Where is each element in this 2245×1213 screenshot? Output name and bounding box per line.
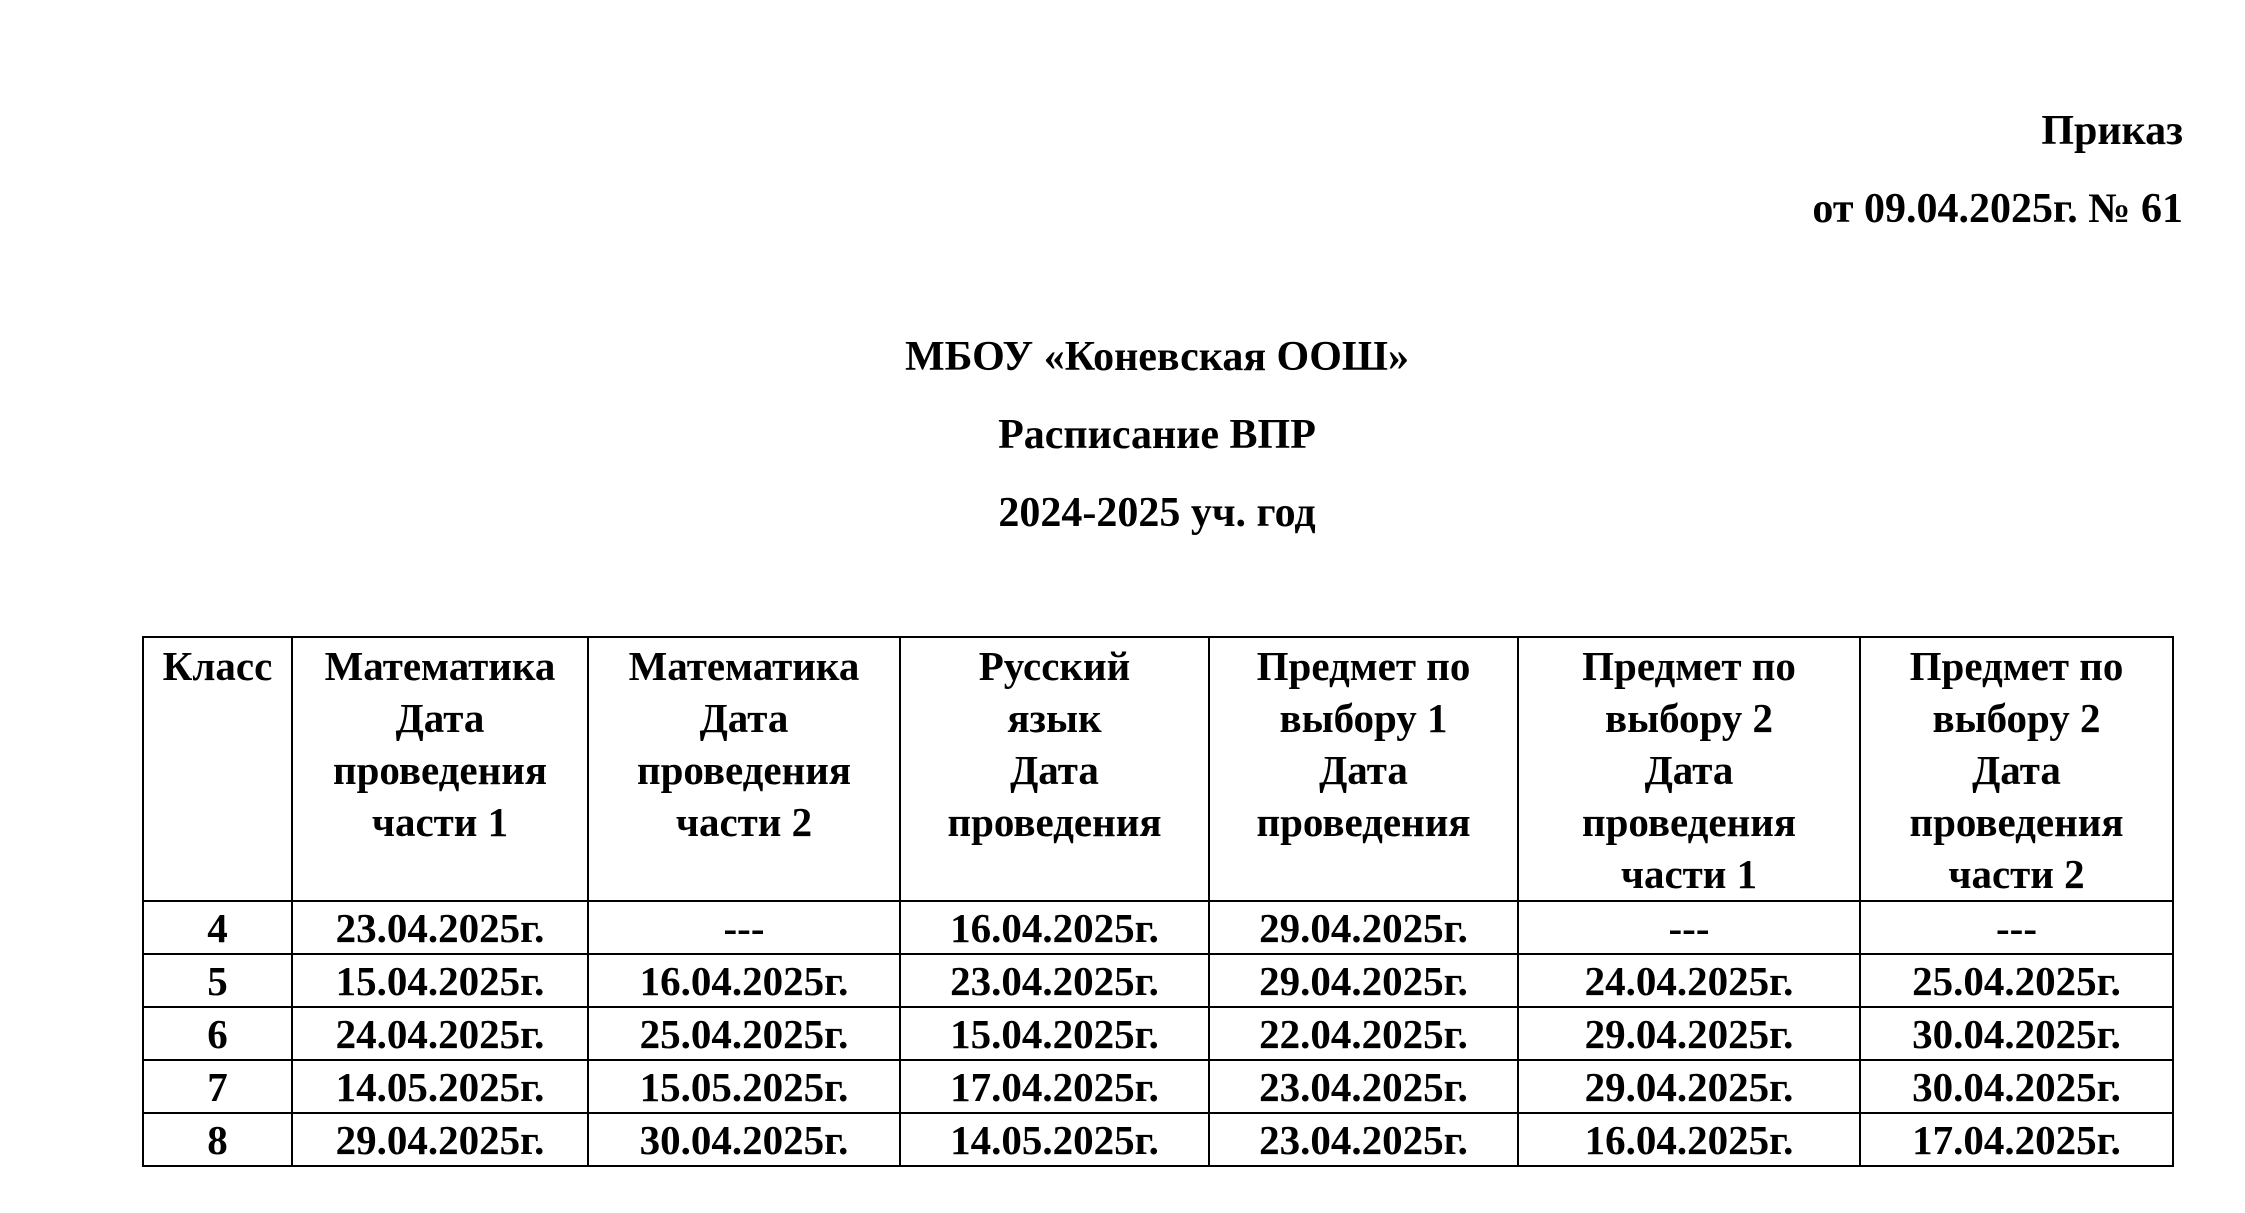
table-cell: --- — [1518, 901, 1860, 954]
schedule-table — [142, 636, 2174, 1167]
table-cell: 29.04.2025г. — [292, 1113, 588, 1166]
table-cell: 16.04.2025г. — [1518, 1113, 1860, 1166]
table-cell: 5 — [143, 954, 292, 1007]
table-cell: 29.04.2025г. — [1518, 1060, 1860, 1113]
order-header — [1812, 92, 2183, 248]
column-header-elective1: Предмет по выбору 1 Дата проведения — [1209, 637, 1518, 901]
table-cell: 16.04.2025г. — [588, 954, 900, 1007]
table-cell: 6 — [143, 1007, 292, 1060]
table-cell: 29.04.2025г. — [1209, 954, 1518, 1007]
column-header-elective2-part2: Предмет по выбору 2 Дата проведения части 2 — [1860, 637, 2173, 901]
order-number: от 09.04.2025г. № 61 — [1812, 186, 2183, 232]
table-cell: 24.04.2025г. — [292, 1007, 588, 1060]
table-cell: 16.04.2025г. — [900, 901, 1209, 954]
table-row — [143, 1007, 2173, 1060]
table-cell: 23.04.2025г. — [900, 954, 1209, 1007]
table-cell: --- — [1860, 901, 2173, 954]
table-cell: 23.04.2025г. — [1209, 1060, 1518, 1113]
academic-year: 2024-2025 уч. год — [998, 490, 1316, 536]
column-header-elective2-part1: Предмет по выбору 2 Дата проведения части 1 — [1518, 637, 1860, 901]
table-cell: 24.04.2025г. — [1518, 954, 1860, 1007]
column-header-class: Класс — [143, 637, 292, 901]
table-cell: 29.04.2025г. — [1209, 901, 1518, 954]
table-cell: 30.04.2025г. — [1860, 1007, 2173, 1060]
table-cell: 23.04.2025г. — [292, 901, 588, 954]
table-cell: 22.04.2025г. — [1209, 1007, 1518, 1060]
table-cell: 17.04.2025г. — [900, 1060, 1209, 1113]
table-cell: 25.04.2025г. — [1860, 954, 2173, 1007]
column-header-math-part1: Математика Дата проведения части 1 — [292, 637, 588, 901]
table-row — [143, 901, 2173, 954]
table-cell: 23.04.2025г. — [1209, 1113, 1518, 1166]
order-title: Приказ — [2041, 108, 2183, 154]
table-cell: 17.04.2025г. — [1860, 1113, 2173, 1166]
table-cell: 15.04.2025г. — [900, 1007, 1209, 1060]
table-cell: 25.04.2025г. — [588, 1007, 900, 1060]
table-cell: 4 — [143, 901, 292, 954]
table-cell: 8 — [143, 1113, 292, 1166]
table-row — [143, 1113, 2173, 1166]
table-row — [143, 954, 2173, 1007]
table-header-row — [143, 637, 2173, 901]
table-cell: 29.04.2025г. — [1518, 1007, 1860, 1060]
column-header-math-part2: Математика Дата проведения части 2 — [588, 637, 900, 901]
table-cell: 15.05.2025г. — [588, 1060, 900, 1113]
table-row — [143, 1060, 2173, 1113]
table-cell: 14.05.2025г. — [900, 1113, 1209, 1166]
column-header-russian: Русский язык Дата проведения — [900, 637, 1209, 901]
table-cell: 30.04.2025г. — [588, 1113, 900, 1166]
document-title: Расписание ВПР — [998, 412, 1316, 458]
table-cell: --- — [588, 901, 900, 954]
school-name: МБОУ «Коневская ООШ» — [904, 334, 1410, 380]
document-heading — [142, 318, 2172, 552]
table-cell: 7 — [143, 1060, 292, 1113]
table-cell: 14.05.2025г. — [292, 1060, 588, 1113]
table-cell: 30.04.2025г. — [1860, 1060, 2173, 1113]
table-cell: 15.04.2025г. — [292, 954, 588, 1007]
